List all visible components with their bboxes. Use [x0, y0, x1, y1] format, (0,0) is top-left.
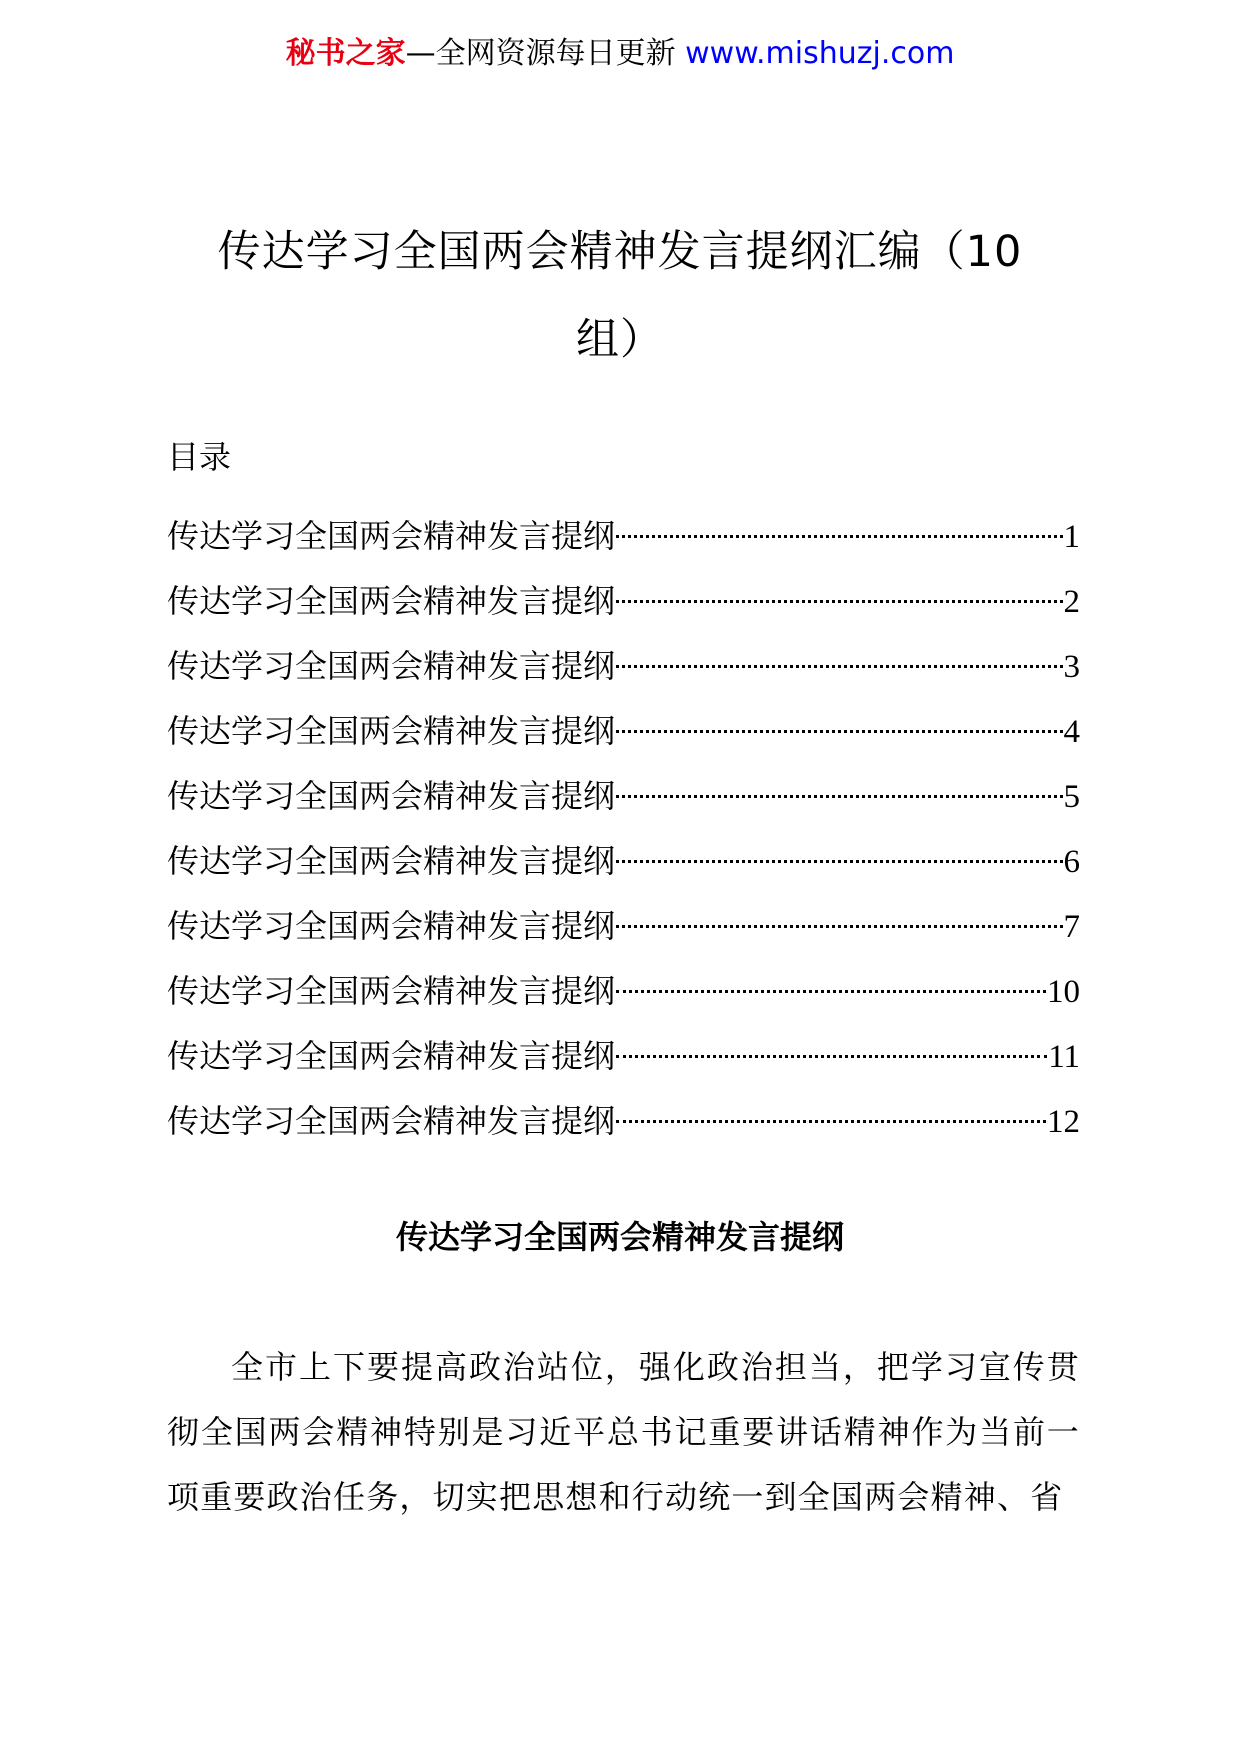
- toc-entry-title: 传达学习全国两会精神发言提纲: [167, 777, 616, 815]
- toc-entry[interactable]: [167, 1082, 1080, 1147]
- toc-entry-page: 2: [1063, 584, 1080, 620]
- toc-entry-page: 4: [1063, 714, 1080, 750]
- toc-dot-leader: [616, 497, 1062, 547]
- toc-dot-leader: [616, 627, 1062, 677]
- toc-entry-page: 7: [1063, 909, 1080, 945]
- toc-entry-page: 11: [1048, 1039, 1080, 1075]
- toc-entry-title: 传达学习全国两会精神发言提纲: [167, 1037, 616, 1075]
- toc-dot-leader: [616, 1017, 1047, 1067]
- toc-entry-page: 5: [1063, 779, 1080, 815]
- toc-entry-page: 10: [1047, 974, 1080, 1010]
- toc-dot-leader: [616, 887, 1062, 937]
- toc-entry-title: 传达学习全国两会精神发言提纲: [167, 842, 616, 880]
- body-paragraph: 全市上下要提高政治站位，强化政治担当，把学习宣传贯彻全国两会精神特别是习近平总书记重要讲话精神作为当前一项重要政治任务，切实把思想和行动统一到全国两会精神、省: [167, 1348, 1080, 1516]
- site-tagline: —全网资源每日更新: [405, 36, 676, 71]
- toc-dot-leader: [616, 1082, 1046, 1132]
- toc-entry[interactable]: [167, 822, 1080, 887]
- toc-dot-leader: [616, 757, 1062, 807]
- toc-entry-page: 6: [1063, 844, 1080, 880]
- toc-entry[interactable]: [167, 952, 1080, 1017]
- toc-entry-title: 传达学习全国两会精神发言提纲: [167, 712, 616, 750]
- toc-entry-title: 传达学习全国两会精神发言提纲: [167, 972, 616, 1010]
- toc-dot-leader: [616, 692, 1062, 742]
- toc-entry-page: 1: [1063, 519, 1080, 555]
- toc-entry-title: 传达学习全国两会精神发言提纲: [167, 647, 616, 685]
- site-brand: 秘书之家: [285, 36, 406, 71]
- toc-entry-title: 传达学习全国两会精神发言提纲: [167, 1102, 616, 1140]
- table-of-contents: [167, 497, 1080, 1147]
- toc-entry[interactable]: [167, 627, 1080, 692]
- site-url-link[interactable]: www.mishuzj.com: [685, 36, 955, 71]
- section-heading: 传达学习全国两会精神发言提纲: [395, 1218, 844, 1256]
- toc-heading: 目录: [167, 438, 232, 476]
- toc-entry-page: 3: [1063, 649, 1080, 685]
- toc-entry-title: 传达学习全国两会精神发言提纲: [167, 582, 616, 620]
- toc-dot-leader: [616, 562, 1062, 612]
- document-title: 传达学习全国两会精神发言提纲汇编（10组）: [217, 227, 1023, 365]
- toc-entry[interactable]: [167, 757, 1080, 822]
- toc-entry[interactable]: [167, 562, 1080, 627]
- toc-entry-page: 12: [1047, 1104, 1080, 1140]
- toc-entry[interactable]: [167, 692, 1080, 757]
- toc-dot-leader: [616, 952, 1046, 1002]
- toc-dot-leader: [616, 822, 1062, 872]
- toc-entry-title: 传达学习全国两会精神发言提纲: [167, 907, 616, 945]
- toc-entry[interactable]: [167, 497, 1080, 562]
- toc-entry-title: 传达学习全国两会精神发言提纲: [167, 517, 616, 555]
- site-header: [0, 30, 1240, 78]
- toc-entry[interactable]: [167, 1017, 1080, 1082]
- toc-entry[interactable]: [167, 887, 1080, 952]
